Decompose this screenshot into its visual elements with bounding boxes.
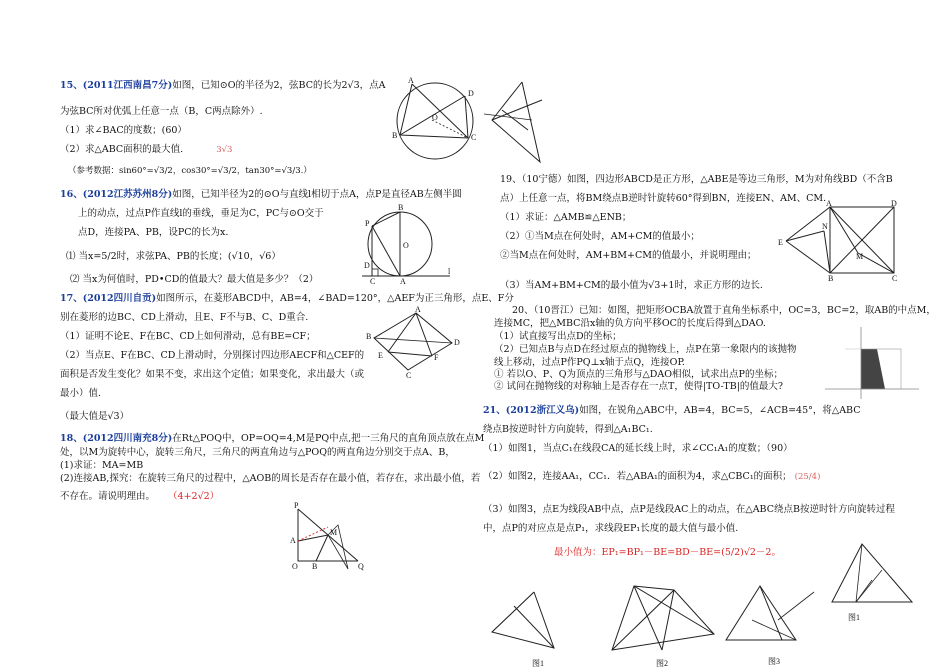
problem-15-reference: （参考数据：sin60°=√3/2，cos30°=√3/2，tan30°=√3/3.） [68, 166, 312, 176]
problem-21-q3b: 中，点P的对应点是点P₁，求线段EP₁长度的最大值与最小值. [483, 523, 739, 534]
problem-15-text-2: 为弦BC所对优弧上任意一点（B，C两点除外）. [60, 106, 263, 117]
figure-19-label: N [822, 222, 828, 231]
problem-19-q1: （1）求证：△AMB≌△ENB； [500, 212, 632, 223]
figure-16-label: D [364, 261, 370, 270]
problem-21-heading: 21、(2012浙江义乌) [483, 405, 580, 416]
figure-15-label: B [392, 131, 398, 140]
problem-18-q2: (2)连接AB,探究：在旋转三角尺的过程中，△AOB的周长是否存在最小值，若存在，求出最小值，若 [60, 473, 481, 484]
problem-16-q1: ⑴ 当x=5/2时，求弦PA、PB的长度；(√10，√6） [66, 251, 281, 262]
figure-18-triangle [288, 501, 368, 571]
figure-17-label: A [415, 305, 421, 314]
problem-16-text-2: 上的动点，过点P作直线l的垂线，垂足为C，PC与⊙O交于 [78, 208, 324, 219]
figure-17-rhombus [366, 305, 460, 380]
problem-17-q2-b: 面积是否发生变化？如果不变，求出这个定值；如果变化，求出最大（或 [60, 369, 365, 380]
problem-17-q1: （1）证明不论E、F在BC、CD上如何滑动，总有BE=CF； [60, 331, 316, 342]
figure-top-right [482, 80, 552, 165]
figure-17-label: B [366, 332, 372, 341]
figure-16-label: A [400, 277, 406, 286]
figure-19-label: C [892, 274, 898, 283]
problem-18-q2-b: 不存在。请说明理由。 [60, 491, 156, 502]
problem-21-q1: （1）如图1，当点C₁在线段CA的延长线上时，求∠CC₁A₁的度数；（90） [483, 443, 793, 454]
figure-16-circle-tangent [362, 202, 457, 284]
problem-19-q2a: （2）①当M点在何处时，AM+CM的值最小； [500, 231, 700, 242]
problem-21-answer: 最小值为：EP₁=BP₁－BE=BD－BE=(5/2)√2－2。 [554, 547, 781, 558]
figure-21-fig1 [484, 586, 574, 670]
figure-17-label: E [378, 351, 383, 360]
problem-19-text-2: 点）上任意一点，将BM绕点B逆时针旋转60°得到BN，连接EN、AM、CM. [500, 193, 827, 204]
problem-15-text: 如图，已知⊙O的半径为2，弦BC的长为2√3，点A [172, 80, 386, 91]
figure-15-label: A [408, 76, 414, 85]
figure-caption: 图1 [532, 659, 544, 668]
problem-15-heading: 15、(2011江西南昌7分) [60, 80, 173, 91]
problem-17-answer: （最大值是√3） [60, 411, 130, 422]
figure-15-label: D [468, 89, 474, 98]
problem-21-q2-answer: (25/4) [794, 472, 821, 482]
problem-16-heading: 16、(2012江苏苏州8分) [60, 189, 173, 200]
problem-20-q2b: 线上移动，过点P作PQ⊥x轴于点Q，连接OP. [494, 357, 685, 368]
problem-21-text-2: 绕点B按逆时针方向旋转，得到△A₁BC₁. [483, 424, 653, 435]
figure-19-label: B [828, 274, 834, 283]
problem-20-q1: （1）试直接写出点D的坐标； [494, 331, 622, 342]
problem-15-answer: 3√3 [216, 145, 233, 155]
figure-caption: 图3 [768, 657, 780, 666]
figure-20-coordinate-plane [825, 327, 920, 399]
figure-16-label: B [398, 203, 404, 212]
figure-18-label: M [330, 528, 338, 537]
problem-21-q3a: （3）如图3，点E为线段AB中点，点P是线段AC上的动点，在△ABC绕点B按逆时针方向旋转过程 [483, 504, 895, 515]
problem-18-q1: (1)求证：MA=MB [60, 460, 144, 471]
problem-20-q2a: （2）已知点B与点D在经过原点的抛物线上，点P在第一象限内的该抛物 [494, 344, 797, 355]
figure-18-label: P [294, 501, 299, 510]
problem-18-answer: （4+2√2） [168, 491, 220, 502]
figure-17-label: F [434, 353, 439, 362]
problem-20-heading: 20、（10晋江） [512, 305, 579, 316]
problem-17-text: 如图所示，在菱形ABCD中，AB=4，∠BAD=120°，△AEF为正三角形，点E、F分 [156, 293, 514, 304]
figure-19-label: D [891, 199, 897, 208]
problem-18-text-2: 处，以M为旋转中心，旋转三角尺，三角尺的两直角边与△POQ的两直角边分别交于点A、B， [60, 447, 455, 458]
problem-17-heading: 17、(2012四川自贡) [60, 293, 157, 304]
problem-20-q2c: ① 若以O、P、Q为顶点的三角形与△DAO相似，试求出点P的坐标； [494, 369, 783, 380]
problem-21-q2: （2）如图2，连接AA₁，CC₁．若△ABA₁的面积为4，求△CBC₁的面积； [483, 471, 792, 482]
figure-15-circle [392, 78, 482, 168]
problem-19-q2b: ②当M点在何处时，AM+BM+CM的值最小，并说明理由； [500, 250, 757, 261]
problem-19-q3: （3）当AM+BM+CM的最小值为√3+1时，求正方形的边长. [500, 280, 763, 291]
figure-19-label: A [826, 199, 832, 208]
figure-caption: 图2 [656, 659, 668, 668]
problem-16-text: 如图，已知半径为2的⊙O与直线l相切于点A，点P是直径AB左侧半圆 [172, 189, 462, 200]
figure-caption: 图1 [848, 613, 860, 622]
problem-17-q2-c: 最小）值. [60, 388, 102, 399]
problem-15-q1: （1）求∠BAC的度数；(60） [60, 125, 187, 136]
figure-18-label: A [290, 536, 296, 545]
problem-15-q2: （2）求△ABC面积的最大值. [60, 144, 184, 155]
problem-16-q2: ⑵ 当x为何值时，PD•CD的值最大？最大值是多少？（2） [70, 274, 319, 285]
figure-16-label: O [403, 241, 409, 250]
figure-16-label: C [370, 277, 376, 286]
problem-16-text-3: 点D，连接PA、PB，设PC的长为x. [78, 227, 229, 238]
figure-18-label: B [312, 562, 318, 571]
figure-16-label: l [448, 267, 451, 276]
figure-17-label: C [406, 371, 412, 380]
figure-15-label: C [471, 133, 477, 142]
problem-17-q2: （2）当点E、F在BC、CD上滑动时，分别探讨四边形AECF和△CEF的 [60, 350, 365, 361]
figure-21-fig3 [722, 580, 822, 666]
figure-19-square [778, 199, 898, 283]
figure-18-label: O [292, 562, 298, 571]
figure-21-fig2 [604, 580, 724, 668]
problem-20-text-2: 连接MC，把△MBC沿x轴的负方向平移OC的长度后得到△DAO. [494, 318, 766, 329]
problem-18-heading: 18、(2012四川南充8分) [60, 433, 173, 444]
figure-17-label: D [454, 338, 460, 347]
problem-21-text: 如图，在锐角△ABC中，AB=4，BC=5，∠ACB=45°，将△ABC [579, 405, 861, 416]
problem-19-text: 如图，四边形ABCD是正方形，△ABE是等边三角形，M为对角线BD（不含B [566, 174, 893, 185]
problem-20-text: 已知：如图，把矩形OCBA放置于直角坐标系中，OC=3，BC=2，取AB的中点M， [578, 305, 936, 316]
problem-20-q2d: ② 试问在抛物线的对称轴上是否存在一点T，使得|TO-TB|的值最大? [494, 381, 784, 392]
problem-18-text: 在Rt△POQ中，OP=OQ=4,M是PQ中点,把一三角尺的直角顶点放在点M [172, 433, 485, 444]
problem-17-text-2: 别在菱形的边BC、CD上滑动，且E、F不与B、C、D重合. [60, 312, 309, 323]
figure-16-label: P [365, 219, 370, 228]
figure-19-label: M [856, 252, 864, 261]
problem-19-heading: 19、（10宁德） [500, 174, 567, 185]
figure-15-label: O [432, 113, 438, 122]
figure-18-label: Q [358, 562, 364, 571]
figure-19-label: E [778, 238, 783, 247]
figure-21-right-triangle [812, 540, 922, 624]
